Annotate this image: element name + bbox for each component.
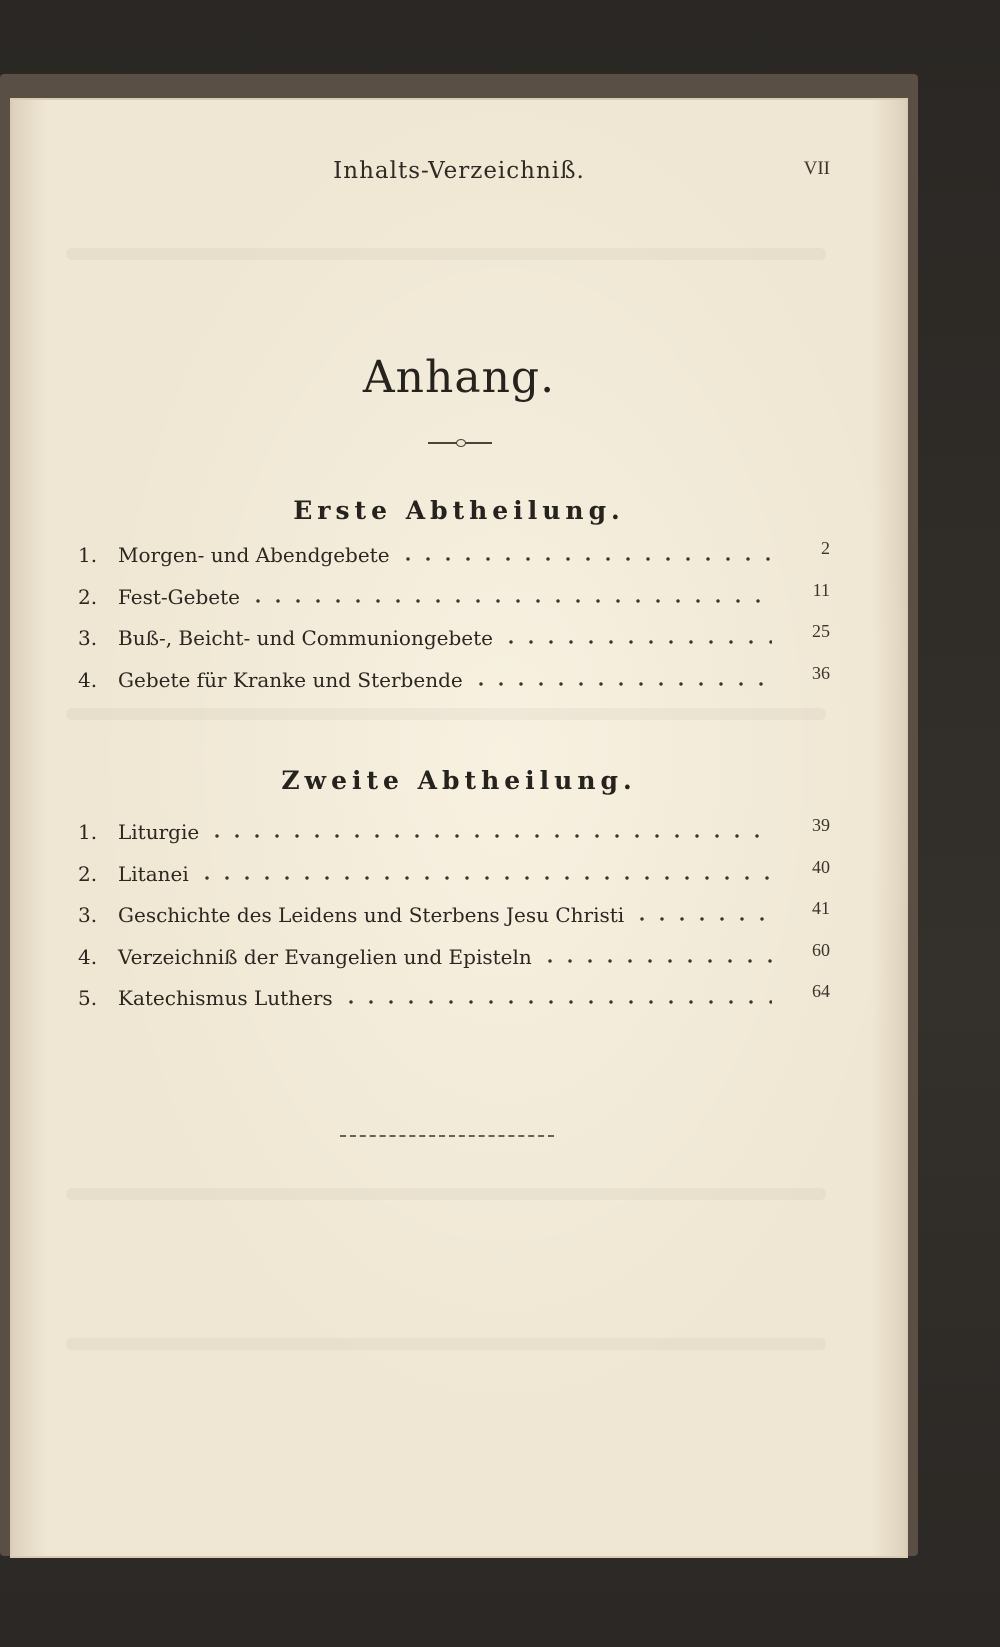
toc-entry[interactable] (78, 898, 830, 945)
show-through-shadow (66, 248, 826, 260)
toc-entry-title: Morgen- und Abendgebete (118, 543, 390, 567)
toc-entry-number: 1. (78, 543, 98, 567)
toc-entry[interactable] (78, 579, 830, 627)
toc-entry-page: 41 (812, 898, 830, 918)
toc-entry-number: 2. (78, 584, 98, 609)
toc-entry-title: Litanei (118, 861, 189, 886)
dot-leader (398, 556, 772, 562)
running-title: Inhalts-Verzeichniß. (333, 158, 585, 184)
toc-entry-number: 2. (78, 861, 98, 886)
toc-entry-number: 3. (78, 626, 98, 650)
toc-entry-title: Fest-Gebete (118, 584, 241, 609)
dot-leader (501, 639, 772, 645)
toc-entry[interactable] (78, 856, 830, 904)
dot-leader (248, 598, 772, 604)
show-through-shadow (66, 1338, 826, 1350)
dot-leader (540, 958, 772, 964)
dot-leader (197, 875, 772, 881)
page-number: VII (803, 158, 830, 179)
toc-entry-title: Liturgie (118, 820, 200, 844)
toc-entry-page: 36 (812, 662, 830, 683)
toc-entry[interactable] (78, 662, 830, 710)
toc-entry-page: 11 (812, 579, 830, 600)
page-sheet (10, 98, 908, 1558)
toc-entry-number: 3. (78, 903, 98, 927)
show-through-shadow (66, 1188, 826, 1200)
toc-list-second (78, 815, 830, 1028)
dot-leader (341, 999, 772, 1005)
dot-leader (632, 916, 772, 922)
toc-entry-page: 64 (812, 981, 830, 1001)
toc-entry-number: 4. (78, 944, 98, 969)
toc-entry-page: 39 (812, 815, 830, 835)
toc-entry-title: Buß-, Beicht- und Communiongebete (118, 626, 493, 650)
toc-entry[interactable] (78, 815, 830, 862)
toc-entry[interactable] (78, 538, 830, 585)
closing-rule (340, 1135, 554, 1137)
toc-entry-title: Geschichte des Leidens und Sterbens Jesu Christi (118, 903, 625, 927)
dot-leader (471, 681, 772, 687)
toc-entry[interactable] (78, 939, 830, 987)
dot-leader (207, 833, 772, 839)
toc-entry-number: 5. (78, 986, 98, 1010)
toc-entry[interactable] (78, 981, 830, 1028)
show-through-shadow (66, 708, 826, 720)
toc-entry-page: 40 (812, 856, 830, 877)
main-heading: Anhang. (362, 352, 556, 403)
section-heading-first: Erste Abtheilung. (293, 496, 625, 525)
ornament-rule (428, 442, 492, 444)
toc-entry-page: 25 (812, 621, 830, 641)
section-heading-second: Zweite Abtheilung. (281, 766, 637, 795)
toc-entry-number: 1. (78, 820, 98, 844)
toc-entry-page: 2 (821, 538, 830, 558)
toc-entry-title: Verzeichniß der Evangelien und Episteln (118, 944, 532, 969)
toc-list-first (78, 538, 830, 709)
toc-entry-title: Katechismus Luthers (118, 986, 333, 1010)
toc-entry[interactable] (78, 621, 830, 668)
toc-entry-number: 4. (78, 667, 98, 692)
toc-entry-title: Gebete für Kranke und Sterbende (118, 667, 463, 692)
toc-entry-page: 60 (812, 939, 830, 960)
